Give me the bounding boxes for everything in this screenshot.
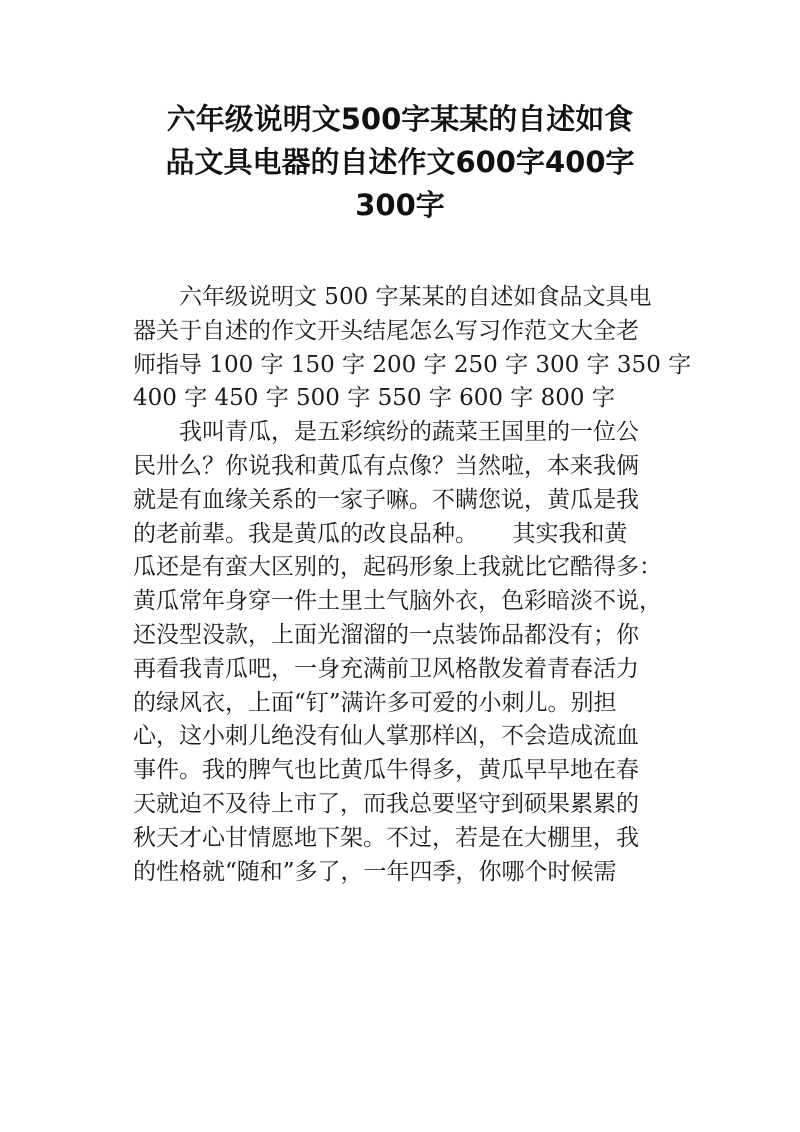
paragraph-story	[133, 416, 673, 889]
text-line: 民卅么？你说我和黄瓜有点像？当然啦，本来我俩	[133, 452, 639, 479]
text-line: 心，这小刺儿绝没有仙人掌那样凶，不会造成流血	[133, 723, 639, 750]
title-line: 品文具电器的自述作文600字400字	[165, 145, 635, 179]
text-line: 的性格就“随和”多了，一年四季，你哪个时候需	[133, 858, 617, 885]
document-title	[100, 98, 700, 227]
text-line: 我叫青瓜，是五彩缤纷的蔬菜王国里的一位公	[179, 419, 639, 446]
document-body	[133, 281, 692, 889]
text-line: 400 字 450 字 500 字 550 字 600 字 800 字	[133, 385, 615, 412]
text-line: 再看我青瓜吧，一身充满前卫风格散发着青春活力	[133, 655, 639, 682]
paragraph-intro	[133, 281, 692, 416]
title-line: 300字	[355, 188, 445, 222]
text-line: 还没型没款，上面光溜溜的一点装饰品都没有；你	[133, 621, 639, 648]
text-line: 秋天才心甘情愿地下架。不过，若是在大棚里，我	[133, 824, 639, 851]
text-line: 瓜还是有蛮大区别的，起码形象上我就比它酷得多：	[133, 554, 662, 581]
text-line: 就是有血缘关系的一家子嘛。不瞒您说，黄瓜是我	[133, 486, 639, 513]
text-line: 的绿风衣，上面“钉”满许多可爱的小刺儿。别担	[133, 689, 617, 716]
text-line: 器关于自述的作文开头结尾怎么写习作范文大全老	[133, 317, 639, 344]
text-line: 事件。我的脾气也比黄瓜牛得多，黄瓜早早地在春	[133, 757, 639, 784]
text-line: 天就迫不及待上市了，而我总要坚守到硕果累累的	[133, 790, 639, 817]
text-line: 师指导 100 字 150 字 200 字 250 字 300 字 350 字	[133, 351, 692, 378]
text-line: 黄瓜常年身穿一件土里土气脑外衣，色彩暗淡不说，	[133, 588, 662, 615]
title-line: 六年级说明文500字某某的自述如食	[166, 102, 634, 136]
text-line: 六年级说明文 500 字某某的自述如食品文具电	[179, 284, 652, 310]
text-line: 的老前辈。我是黄瓜的改良品种。 其实我和黄	[133, 520, 628, 547]
